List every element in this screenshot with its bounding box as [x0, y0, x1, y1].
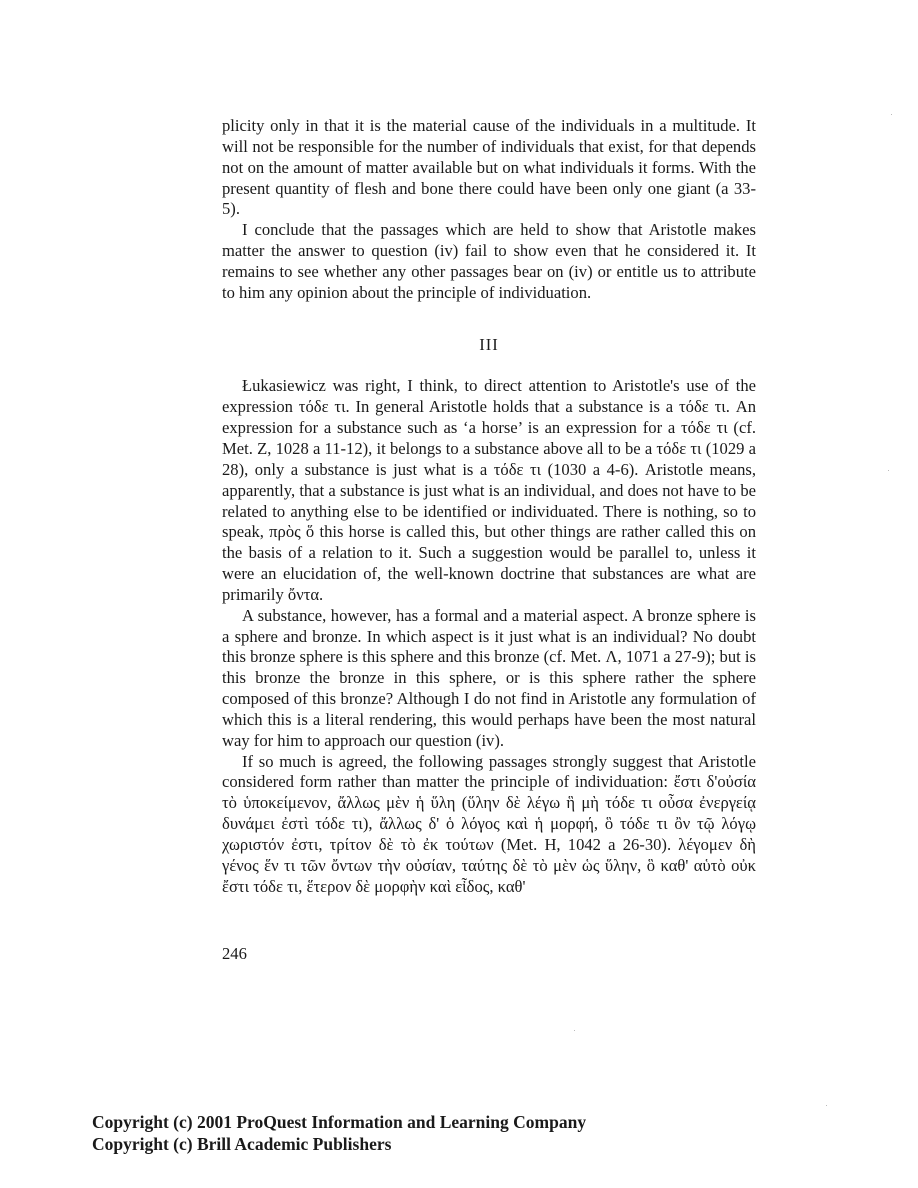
scan-speck: [574, 1030, 575, 1031]
scan-speck: [888, 470, 889, 471]
section-heading: III: [479, 334, 499, 354]
copyright-line-proquest: Copyright (c) 2001 ProQuest Information and Learning Company: [92, 1112, 587, 1132]
copyright-line-brill: Copyright (c) Brill Academic Publishers: [92, 1134, 392, 1154]
scan-speck: [891, 114, 892, 115]
paragraph-lukasiewicz: Łukasiewicz was right, I think, to direct attention to Aristotle's use of the expression τόδε τι. In general Aristotle holds that a substance is a τόδε τι. An expression for a substance such as ‘a horse’ is an expression for a τόδε τι (cf. Met. Z, 1028 a 11-12), it belongs to a substance above all to be a τόδε τι (1029 a 28), only a substance is just what is a τόδε τι (1030 a 4-6). Aristotle means, apparently, that a substance is just what is an individual, and does not have to be related to anything else to be identified or individuated. There is nothing, so to speak, πρὸς ὅ this horse is called this, but other things are rather called this on the basis of a relation to it. Such a suggestion would be parallel to, unless it were an elucidation of, the well-known doctrine that substances are what are primarily ὄντα.: [222, 376, 756, 604]
page-number: 246: [222, 944, 247, 963]
text-column: [222, 116, 756, 898]
paragraph-continuation: plicity only in that it is the material cause of the individuals in a multitude. It will not be responsible for the number of individuals that exist, for that depends not on the amount of matter available but on what individuals it forms. With the present quantity of flesh and bone there could have been only one giant (a 33-5).: [222, 116, 756, 219]
scan-speck: [826, 1105, 827, 1106]
paragraph-greek-passages: If so much is agreed, the following passages strongly suggest that Aristotle considered form rather than matter the principle of individuation: ἔστι δ'οὐσία τὸ ὑποκείμενον, ἄλλως μὲν ἡ ὕλη (ὕλην δὲ λέγω ἣ μὴ τόδε τι οὖσα ἐνεργείᾳ δυνάμει ἐστὶ τόδε τι), ἄλλως δ' ὁ λόγος καὶ ἡ μορφή, ὃ τόδε τι ὂν τῷ λόγῳ χωριστόν ἐστι, τρίτον δὲ τὸ ἐκ τούτων (Met. H, 1042 a 26-30). λέγομεν δὴ γένος ἕν τι τῶν ὄντων τὴν οὐσίαν, ταύτης δὲ τὸ μὲν ὡς ὕλην, ὃ καθ' αὑτὸ οὐκ ἔστι τόδε τι, ἕτερον δὲ μορφὴν καὶ εἶδος, καθ': [222, 751, 756, 896]
paragraph-conclusion: I conclude that the passages which are held to show that Aristotle makes matter the answer to question (iv) fail to show even that he considered it. It remains to see whether any other passages bear on (iv) or entitle us to attribute to him any opinion about the principle of individuation.: [222, 220, 756, 302]
copyright-notice: [92, 1111, 586, 1155]
paragraph-bronze-sphere: A substance, however, has a formal and a material aspect. A bronze sphere is a sphere and bronze. In which aspect is it just what is an individual? No doubt this bronze sphere is this sphere and this bronze (cf. Met. Λ, 1071 a 27-9); but is this bronze the bronze in this sphere, or is this sphere rather the sphere composed of this bronze? Although I do not find in Aristotle any formulation of which this is a literal rendering, this would perhaps have been the most natural way for him to approach our question (iv).: [222, 605, 756, 750]
